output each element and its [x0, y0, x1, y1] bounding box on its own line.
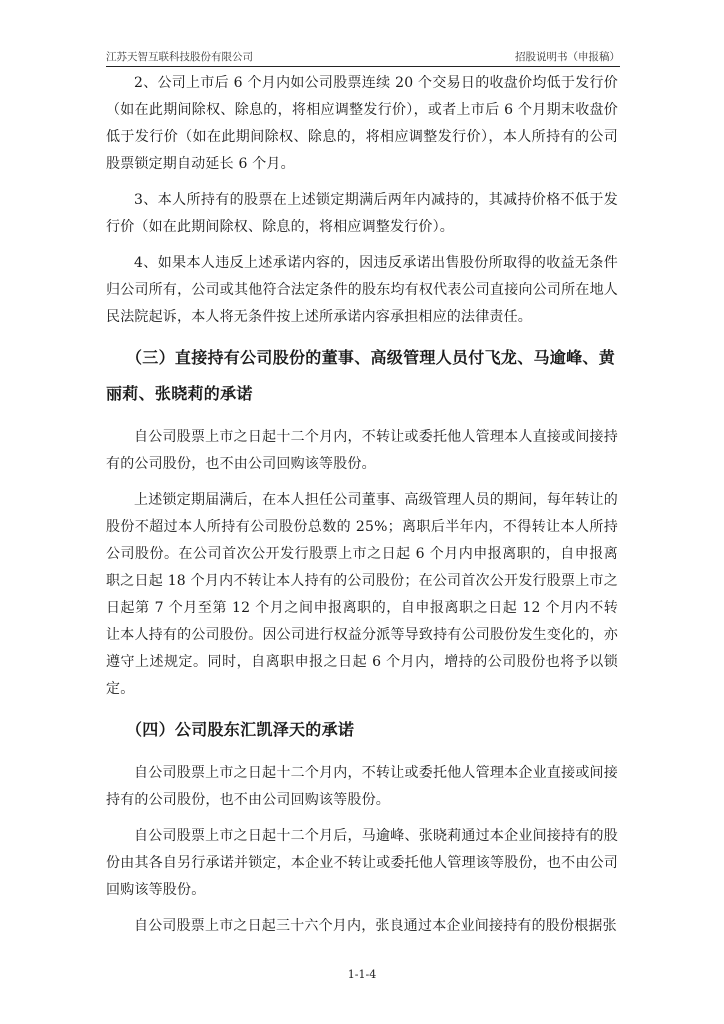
paragraph-shareholder-lockup: 自公司股票上市之日起十二个月内，不转让或委托他人管理本企业直接或间接持有的公司股份，也不由公司回购该等股份。 — [106, 765, 618, 808]
paragraph-directors-transfer-limit: 上述锁定期届满后，在本人担任公司董事、高级管理人员的期间，每年转让的股份不超过本人所持有公司股份总数的 25%；离职后半年内，不得转让本人所持公司股份。在公司首次公开发行股票上市之日起 6 个月内申报离职的，自申报离职之日起 18 个月内不转让本人持有的公司股份；在公司首次公开发行股票上市之日起第 7 个月至第 12 个月之间申报离职的，自申报离职之日起 12 个月内不转让本人持有的公司股份。因公司进行权益分派等导致持有公司股份发生变化的，亦遵守上述规定。同时，自离职申报之日起 6 个月内，增持的公司股份也将予以锁定。 — [106, 492, 618, 697]
paragraph-shareholder-indirect: 自公司股票上市之日起十二个月后，马逾峰、张晓莉通过本企业间接持有的股份由其各自另行承诺并锁定，本企业不转让或委托他人管理该等股份，也不由公司回购该等股份。 — [106, 828, 618, 898]
document-body — [106, 70, 618, 949]
page-header — [106, 50, 620, 67]
header-document-title: 招股说明书（申报稿） — [515, 51, 620, 63]
paragraph-lockup-extension: 2、公司上市后 6 个月内如公司股票连续 20 个交易日的收盘价均低于发行价（如在此期间除权、除息的，将相应调整发行价），或者上市后 6 个月期末收盘价低于发行价（如在此期间除权、除息的，将相应调整发行价），本人所持有的公司股票锁定期自动延长 6 个月。 — [106, 75, 618, 172]
paragraph-shareholder-36-months: 自公司股票上市之日起三十六个月内，张良通过本企业间接持有的股份根据张 — [134, 918, 617, 934]
section-heading-shareholder: （四）公司股东汇凯泽天的承诺 — [126, 720, 355, 739]
paragraph-breach-liability: 4、如果本人违反上述承诺内容的，因违反承诺出售股份所取得的收益无条件归公司所有，公司或其他符合法定条件的股东均有权代表公司直接向公司所在地人民法院起诉，本人将无条件按上述所承诺内容承担相应的法律责任。 — [106, 255, 618, 325]
page-number: 1-1-4 — [347, 968, 377, 981]
section-heading-directors: （三）直接持有公司股份的董事、高级管理人员付飞龙、马逾峰、黄丽莉、张晓莉的承诺 — [106, 348, 616, 403]
header-company-name: 江苏天智互联科技股份有限公司 — [106, 51, 253, 63]
paragraph-directors-lockup: 自公司股票上市之日起十二个月内，不转让或委托他人管理本人直接或间接持有的公司股份，也不由公司回购该等股份。 — [106, 429, 618, 472]
paragraph-reduction-price: 3、本人所持有的股票在上述锁定期满后两年内减持的，其减持价格不低于发行价（如在此期间除权、除息的，将相应调整发行价）。 — [106, 192, 618, 235]
